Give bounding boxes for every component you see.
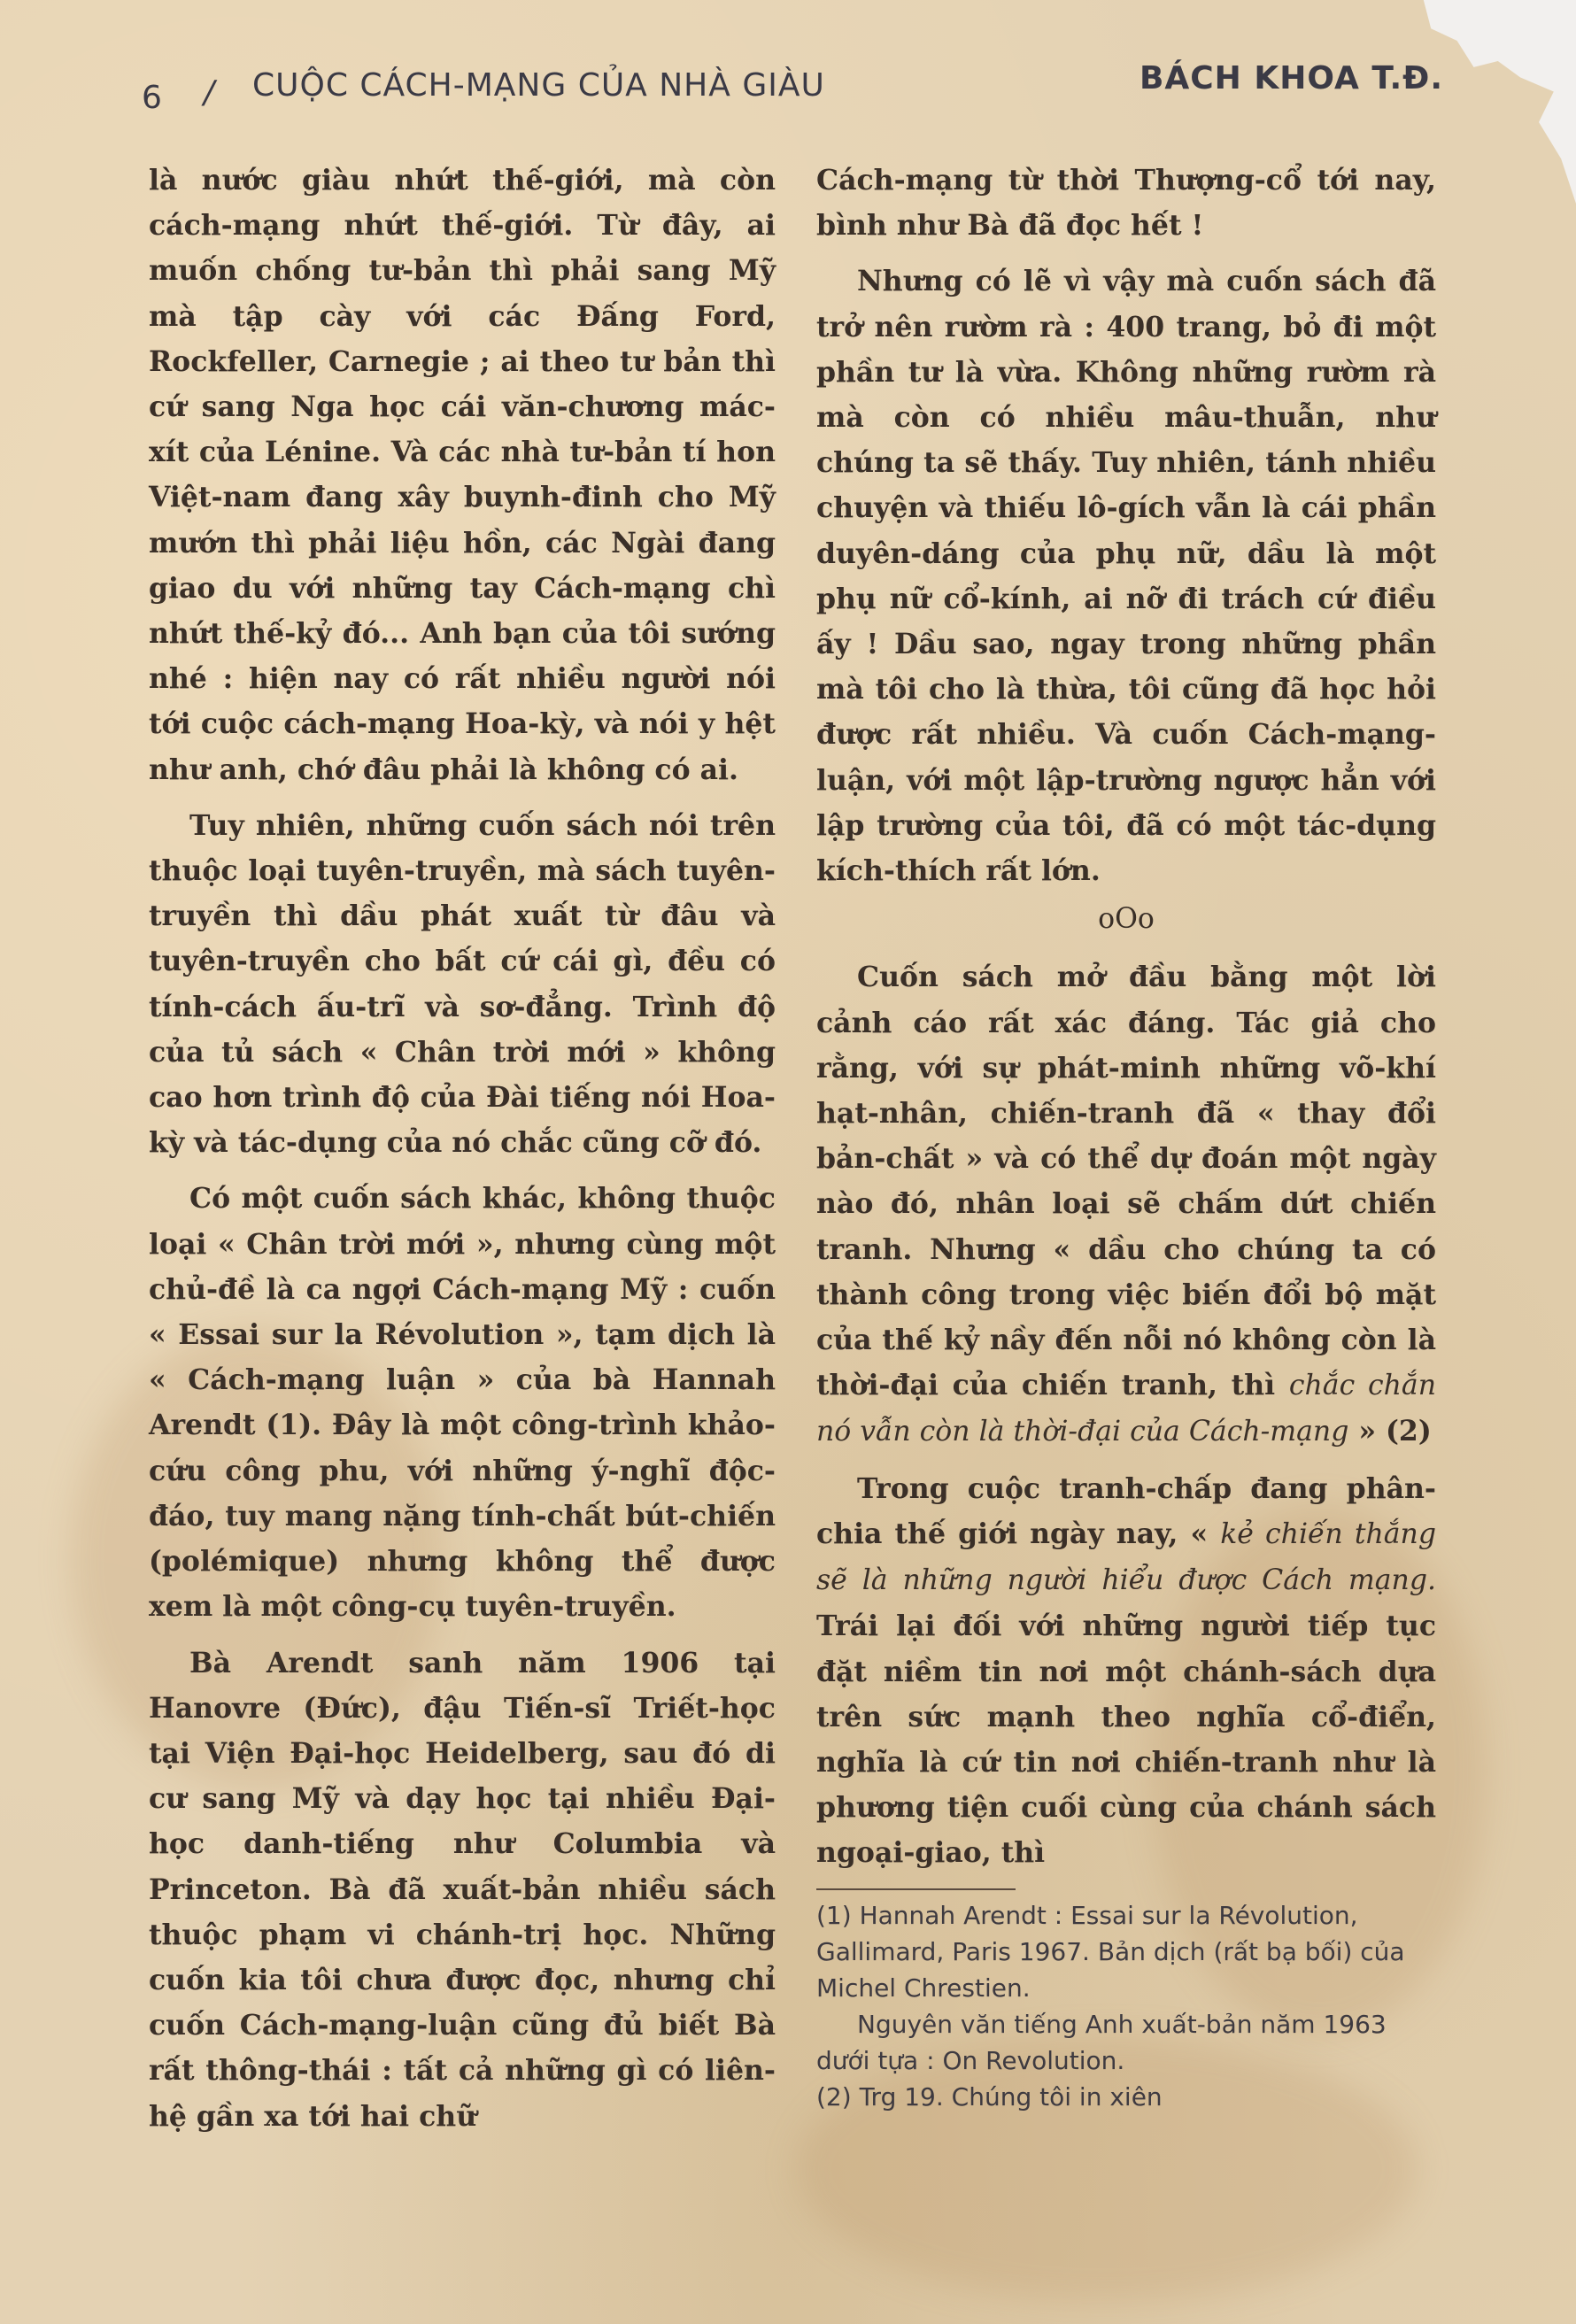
footnotes: [816, 1897, 1436, 2115]
footnote: Nguyên văn tiếng Anh xuất-bản năm 1963 dưới tựa : On Revolution.: [816, 2009, 1387, 2075]
paragraph-text: Trái lại đối với những người tiếp tục đặt niềm tin nơi một chánh-sách dựa trên sức mạnh theo nghĩa cổ-điển, nghĩa là cứ tin nơi chiến-tranh như là phương tiện cuối cùng của chánh sách ngoại-giao, thì: [816, 1610, 1436, 1870]
italic-quote: chắc chắn nó vẫn còn là thời-đại của Cách-mạng: [816, 1370, 1436, 1448]
paragraph: Nhưng có lẽ vì vậy mà cuốn sách đã trở nên rườm rà : 400 trang, bỏ đi một phần tư là vừa. Không những rườm rà mà còn có nhiều mâu-thuẫn, như chúng ta sẽ thấy. Tuy nhiên, tánh nhiều chuyện và thiếu lô-gích vẫn là cái phần duyên-dáng của phụ nữ, dầu là một phụ nữ cổ-kính, ai nỡ đi trách cứ điều ấy ! Dầu sao, ngay trong những phần mà tôi cho là thừa, tôi cũng đã học hỏi được rất nhiều. Và cuốn Cách-mạng-luận, với một lập-trường ngược hẳn với lập trường của tôi, đã có một tác-dụng kích-thích rất lớn.: [816, 265, 1436, 888]
paragraph-text: Trong cuộc tranh-chấp đang phân-chia thế giới ngày nay, «: [816, 1471, 1436, 1550]
paragraph: là nước giàu nhứt thế-giới, mà còn cách-mạng nhứt thế-giới. Từ đây, ai muốn chống tư-bản thì phải sang Mỹ mà tập cày với các Đấng Ford, Rockfeller, Carnegie ; ai theo tư bản thì cứ sang Nga học cái văn-chương mác-xít của Lénine. Và các nhà tư-bản tí hon Việt-nam đang xây buynh-đinh cho Mỹ mướn thì phải liệu hồn, các Ngài đang giao du với những tay Cách-mạng chì nhứt thế-kỷ đó... Anh bạn của tôi sướng nhé : hiện nay có rất nhiều người nói tới cuộc cách-mạng Hoa-kỳ, và nói y hệt như anh, chớ đâu phải là không có ai.: [149, 164, 776, 786]
paragraph-text: » (2): [1348, 1415, 1432, 1448]
header-separator: /: [204, 74, 216, 111]
paragraph: Tuy nhiên, những cuốn sách nói trên thuộc loại tuyên-truyền, mà sách tuyên-truyền thì dầu phát xuất từ đâu và tuyên-truyền cho bất cứ cái gì, đều có tính-cách ấu-trĩ và sơ-đẳng. Trình độ của tủ sách « Chân trời mới » không cao hơn trình độ của Đài tiếng nói Hoa-kỳ và tác-dụng của nó chắc cũng cỡ đó.: [149, 808, 776, 1160]
paragraph: [816, 1466, 1436, 1876]
magazine-title: BÁCH KHOA T.Đ.: [1139, 60, 1443, 97]
article-title: CUỘC CÁCH-MẠNG CỦA NHÀ GIÀU: [252, 67, 825, 104]
running-header: [142, 60, 1443, 116]
right-column: [816, 158, 1436, 2115]
paragraph: Bà Arendt sanh năm 1906 tại Hanovre (Đức), đậu Tiến-sĩ Triết-học tại Viện Đại-học Heidelberg, sau đó di cư sang Mỹ và dạy học tại nhiều Đại-học danh-tiếng như Columbia và Princeton. Bà đã xuất-bản nhiều sách thuộc phạm vi chánh-trị học. Những cuốn kia tôi chưa được đọc, nhưng chỉ cuốn Cách-mạng-luận cũng đủ biết Bà rất thông-thái : tất cả những gì có liên-hệ gần xa tới hai chữ: [149, 1646, 776, 2133]
paragraph-text: Cuốn sách mở đầu bằng một lời cảnh cáo rất xác đáng. Tác giả cho rằng, với sự phát-minh những võ-khí hạt-nhân, chiến-tranh đã « thay đổi bản-chất » và có thể dự đoán một ngày nào đó, nhân loại sẽ chấm dứt chiến tranh. Nhưng « dầu cho chúng ta có thành công trong việc biến đổi bộ mặt của thế kỷ nầy đến nỗi nó không còn là thời-đại của chiến tranh, thì: [816, 961, 1436, 1402]
italic-quote: kẻ chiến thắng sẽ là những người hiểu được Cách mạng.: [816, 1517, 1436, 1597]
page-number: 6: [142, 80, 163, 116]
paragraph: Có một cuốn sách khác, không thuộc loại « Chân trời mới », nhưng cùng một chủ-đề là ca ngợi Cách-mạng Mỹ : cuốn « Essai sur la Révolution », tạm dịch là « Cách-mạng luận » của bà Hannah Arendt (1). Đây là một công-trình khảo-cứu công phu, với những ý-nghĩ độc-đáo, tuy mang nặng tính-chất bút-chiến (polémique) nhưng không thể được xem là một công-cụ tuyên-truyền.: [149, 1182, 776, 1624]
paragraph: [816, 954, 1436, 1455]
section-separator: oOo: [1098, 903, 1155, 936]
footnote: (1) Hannah Arendt : Essai sur la Révolution, Gallimard, Paris 1967. Bản dịch (rất bạ bối) của Michel Chrestien.: [816, 1900, 1405, 2003]
footnote-rule: [816, 1888, 1016, 1890]
footnote: (2) Trg 19. Chúng tôi in xiên: [816, 2081, 1163, 2112]
paragraph: Cách-mạng từ thời Thượng-cổ tới nay, bình như Bà đã đọc hết !: [816, 164, 1436, 243]
left-column: [149, 158, 776, 2139]
